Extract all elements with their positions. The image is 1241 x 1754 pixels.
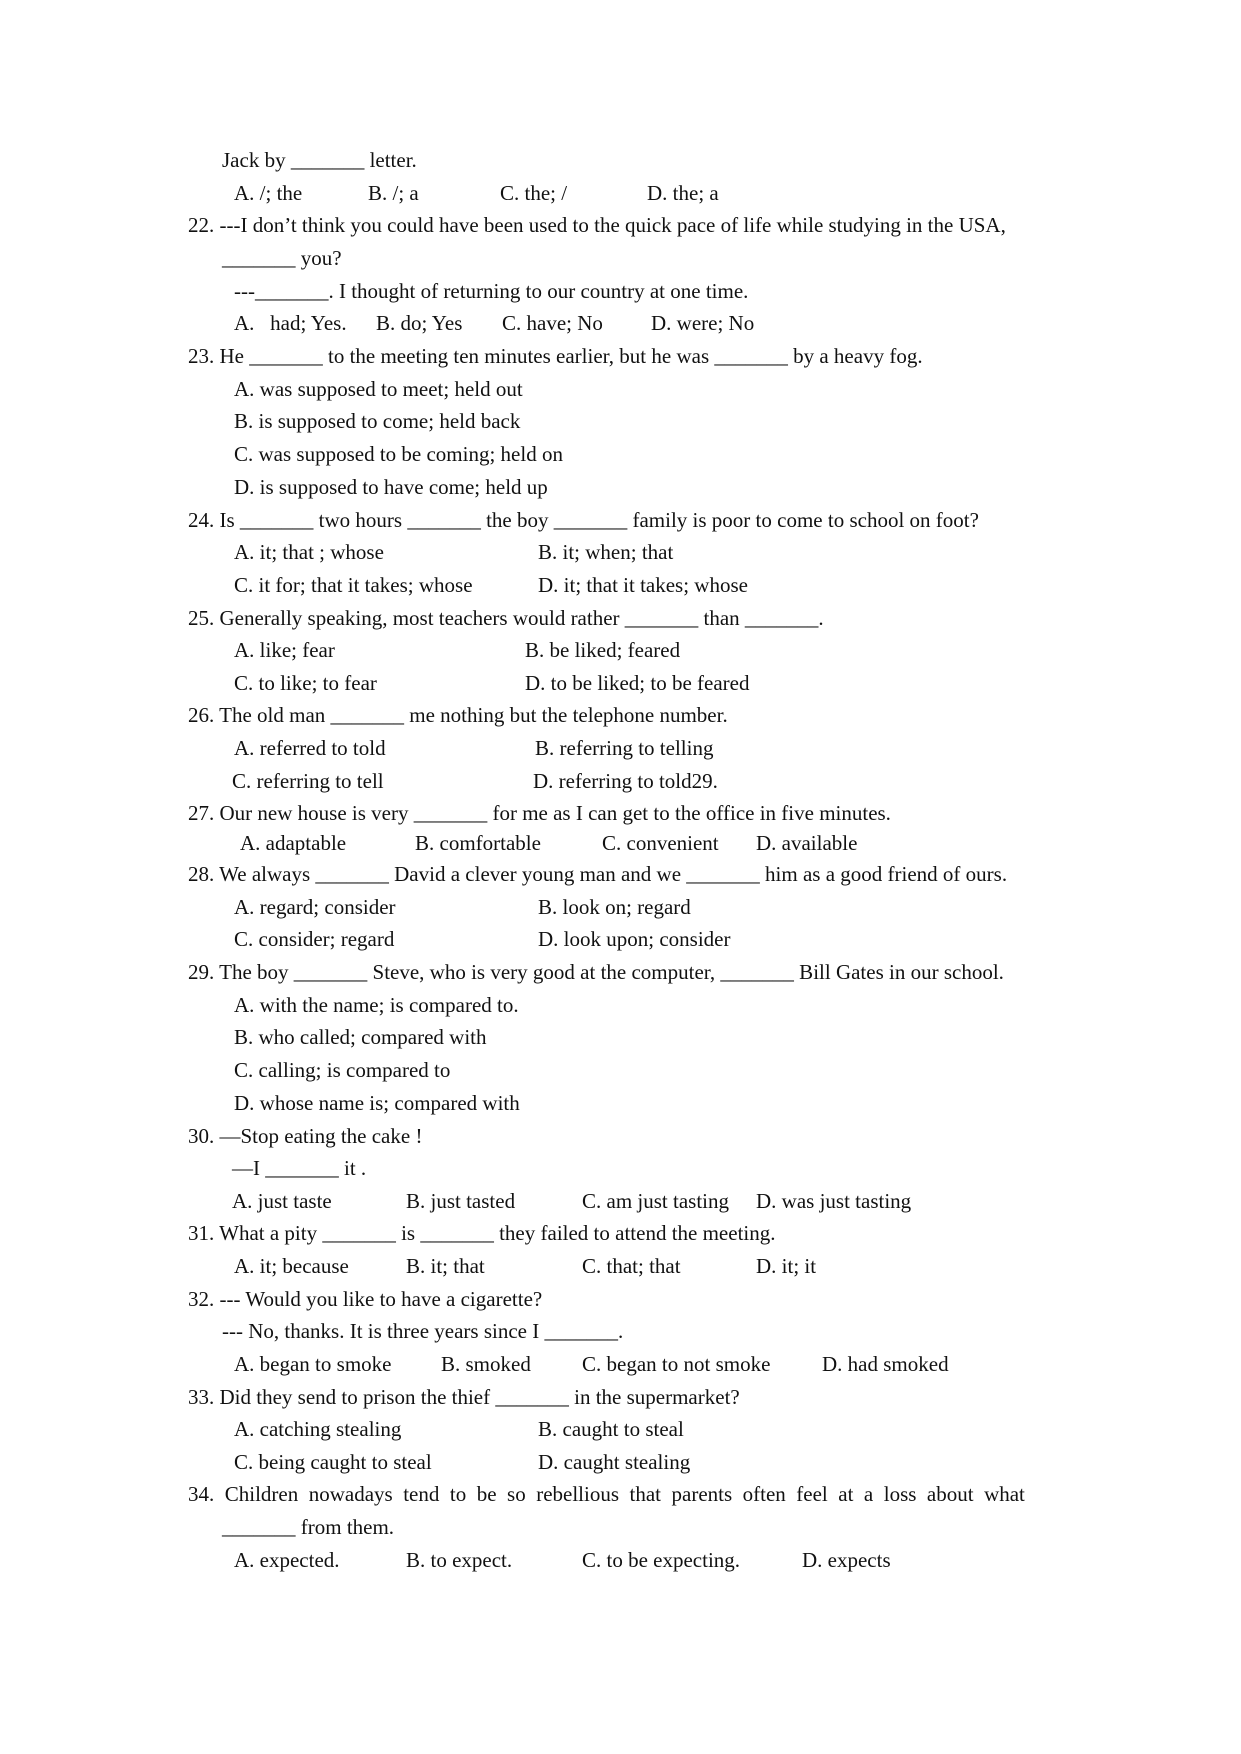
text-line: A. regard; consider — [234, 895, 396, 919]
text-line: 31. What a pity _______ is _______ they failed to attend the meeting. — [188, 1221, 776, 1245]
answer-option: C. that; that — [582, 1254, 681, 1278]
answer-option: D. was just tasting — [756, 1189, 912, 1213]
answer-option: D. had smoked — [822, 1352, 949, 1376]
text-line: _______ from them. — [222, 1515, 395, 1539]
answer-option: B. /; a — [368, 181, 419, 205]
answer-option: B. to expect. — [406, 1548, 513, 1572]
answer-option: B. smoked — [441, 1352, 531, 1376]
text-line: 27. Our new house is very _______ for me as I can get to the office in five minutes. — [188, 801, 891, 825]
answer-option: D. look upon; consider — [538, 927, 731, 951]
text-line: 26. The old man _______ me nothing but the telephone number. — [188, 703, 728, 727]
text-line: B. who called; compared with — [234, 1025, 487, 1049]
answer-option: B. be liked; feared — [525, 638, 681, 662]
answer-option: D. caught stealing — [538, 1450, 691, 1474]
answer-option: B. it; that — [406, 1254, 485, 1278]
text-line: A. like; fear — [234, 638, 335, 662]
text-line: 34. Children nowadays tend to be so rebellious that parents often feel at a loss about what — [188, 1482, 1025, 1506]
text-line: C. it for; that it takes; whose — [234, 573, 473, 597]
text-line: A. catching stealing — [234, 1417, 402, 1441]
text-line: 25. Generally speaking, most teachers would rather _______ than _______. — [188, 606, 824, 630]
text-line: B. is supposed to come; held back — [234, 409, 521, 433]
answer-option: D. were; No — [651, 311, 755, 335]
text-line: C. referring to tell — [232, 769, 384, 793]
answer-option: B. do; Yes — [376, 311, 463, 335]
text-line: C. calling; is compared to — [234, 1058, 451, 1082]
answer-option: B. comfortable — [415, 831, 541, 855]
text-line: A. was supposed to meet; held out — [234, 377, 523, 401]
text-line: A. it; that ; whose — [234, 540, 384, 564]
answer-option: C. began to not smoke — [582, 1352, 771, 1376]
text-line: 22. ---I don’t think you could have been used to the quick pace of life while studying in the USA, — [188, 213, 1006, 237]
answer-option: B. just tasted — [406, 1189, 516, 1213]
text-line: C. to like; to fear — [234, 671, 377, 695]
text-line: A. it; because — [234, 1254, 349, 1278]
text-line: A. with the name; is compared to. — [234, 993, 519, 1017]
answer-option: B. look on; regard — [538, 895, 691, 919]
answer-option: D. it; that it takes; whose — [538, 573, 748, 597]
text-line: 28. We always _______ David a clever young man and we _______ him as a good friend of ours. — [188, 862, 1008, 886]
text-line: A. /; the — [234, 181, 303, 205]
text-line: C. was supposed to be coming; held on — [234, 442, 563, 466]
text-line: —I _______ it . — [232, 1156, 367, 1180]
answer-option: C. have; No — [502, 311, 603, 335]
text-line: C. consider; regard — [234, 927, 395, 951]
answer-option: D. expects — [802, 1548, 891, 1572]
text-line: D. is supposed to have come; held up — [234, 475, 548, 499]
text-line: --- No, thanks. It is three years since I _______. — [222, 1319, 624, 1343]
text-line: Jack by _______ letter. — [222, 148, 417, 172]
text-line: A. expected. — [234, 1548, 340, 1572]
answer-option: C. to be expecting. — [582, 1548, 741, 1572]
text-line: A. just taste — [232, 1189, 332, 1213]
text-line: D. whose name is; compared with — [234, 1091, 520, 1115]
answer-option: C. convenient — [602, 831, 719, 855]
answer-option: B. it; when; that — [538, 540, 674, 564]
answer-option: D. the; a — [647, 181, 719, 205]
answer-option: D. available — [756, 831, 858, 855]
answer-option: C. the; / — [500, 181, 568, 205]
text-line: 30. —Stop eating the cake ! — [188, 1124, 423, 1148]
text-line: A. adaptable — [240, 831, 347, 855]
text-line: 29. The boy _______ Steve, who is very good at the computer, _______ Bill Gates in our school. — [188, 960, 1004, 984]
answer-option: D. to be liked; to be feared — [525, 671, 750, 695]
text-line: ---_______. I thought of returning to our country at one time. — [234, 279, 749, 303]
answer-option: B. referring to telling — [535, 736, 714, 760]
text-line: 23. He _______ to the meeting ten minutes earlier, but he was _______ by a heavy fog. — [188, 344, 923, 368]
text-line: A. began to smoke — [234, 1352, 392, 1376]
text-line: 24. Is _______ two hours _______ the boy _______ family is poor to come to school on foot? — [188, 508, 979, 532]
answer-option: B. caught to steal — [538, 1417, 684, 1441]
text-line: A. had; Yes. — [234, 311, 347, 335]
answer-option: C. am just tasting — [582, 1189, 729, 1213]
answer-option: D. referring to told29. — [533, 769, 718, 793]
text-line: 33. Did they send to prison the thief _______ in the supermarket? — [188, 1385, 740, 1409]
text-line: A. referred to told — [234, 736, 386, 760]
text-line: 32. --- Would you like to have a cigarette? — [188, 1287, 543, 1311]
text-line: _______ you? — [222, 246, 342, 270]
text-line: C. being caught to steal — [234, 1450, 432, 1474]
answer-option: D. it; it — [756, 1254, 817, 1278]
